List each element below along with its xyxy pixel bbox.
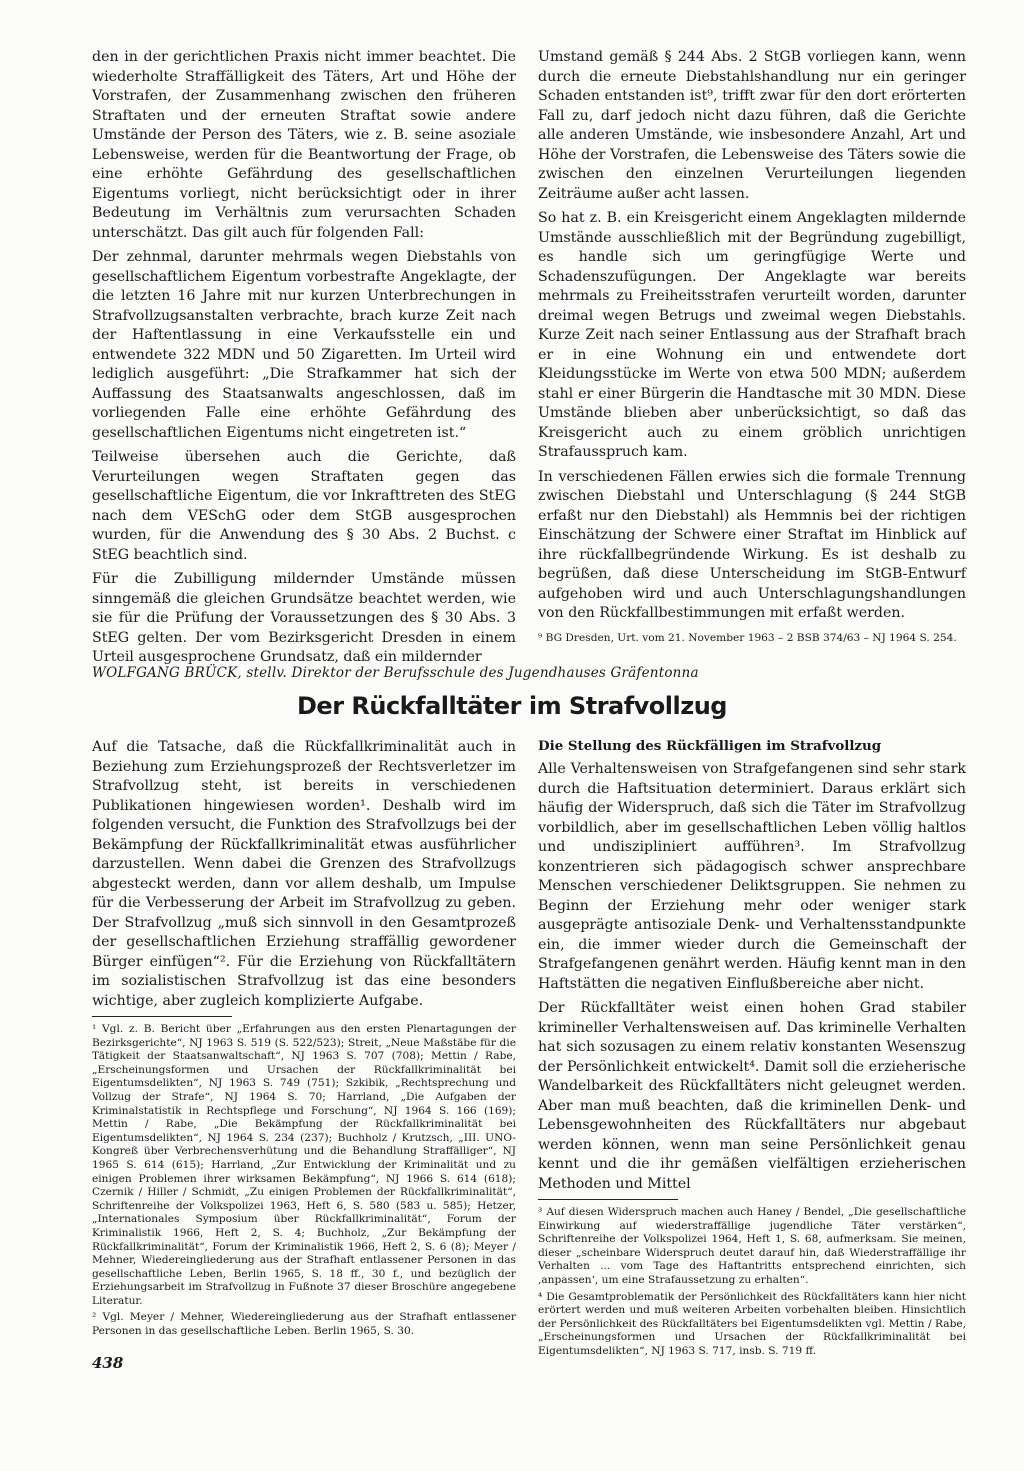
page-number: 438 (92, 1354, 124, 1372)
paragraph: In verschiedenen Fällen erwies sich die formale Trennung zwischen Diebstahl und Unterschlagung (§ 244 StGB erfaßt nur den Diebstahl) als Hemmnis bei der richtigen Einschätzung der Schwere einer Straftat im Hinblick auf ihre rückfallbegründende Wirkung. Es ist deshalb zu begrüßen, daß diese Unterscheidung im StGB-Entwurf aufgehoben wird und auch Unterschlagungshandlungen von den Rückfallbestimmungen mit erfaßt werden. (538, 468, 966, 621)
paragraph: Alle Verhaltensweisen von Strafgefangenen sind sehr stark durch die Haftsituation determiniert. Daraus erklärt sich häufig der Widerspruch, daß sich die Täter im Strafvollzug vorbildlich, aber im gesellschaftlichen Leben völlig haltlos und undiszipliniert aufführen³. Im Strafvollzug konzentrieren sich pädagogisch schwer ansprechbare Menschen verschiedener Deliktsgruppen. Sie nehmen zu Beginn der Erziehung mehr oder weniger stark ausgeprägte antisoziale Denk- und Verhaltensstandpunkte ein, die immer wieder durch die Gemeinschaft der Strafgefangenen genährt werden. Häufig kennt man in den Haftstätten die negativen Einflußbereiche aber nicht. (538, 761, 966, 992)
paragraph: Der Rückfalltäter weist einen hohen Grad stabiler krimineller Verhaltensweisen auf. Das kriminelle Verhalten hat sich sozusagen zu einem relativ konstanten Wesenszug der Persönlichkeit entwickelt⁴. Damit soll die erzieherische Wandelbarkeit des Rückfalltäters nicht geleugnet werden. Aber man muß beachten, daß die kriminellen Denk- und Lebensgewohnheiten des Rückfalltäters nur abgebaut werden können, wenn man seine Persönlichkeit genau kennt und die ihr gemäßen vielfältigen erzieherischen Methoden und Mittel (538, 1000, 966, 1192)
article-title: Der Rückfalltäter im Strafvollzug (297, 692, 727, 720)
footnote: ¹ Vgl. z. B. Bericht über „Erfahrungen aus den ersten Plenartagungen der Bezirksgerichte“, NJ 1963 S. 519 (S. 522/523); Streit, „Neue Maßstäbe für die Tätigkeit der Staatsanwaltschaft“, NJ 1963 S. 707 (708); Mettin / Rabe, „Erscheinungsformen und Ursachen der Rückfallkriminalität bei Eigentumsdelikten“, NJ 1963 S. 749 (751); Szkibik, „Rechtsprechung und Vollzug der Strafe“, NJ 1964 S. 70; Harrland, „Die Aufgaben der Kriminalstatistik in Rechtspflege und Forschung“, NJ 1964 S. 166 (169); Mettin / Rabe, „Die Bekämpfung der Rückfallkriminalität bei Eigentumsdelikten“, NJ 1964 S. 234 (237); Buchholz / Krutzsch, „III. UNO-Kongreß über Verbrechensverhütung und die Behandlung Straffälliger“, NJ 1965 S. 614 (615); Harrland, „Zur Entwicklung der Kriminalität und zu einigen Problemen ihrer wirksamen Bekämpfung“, NJ 1966 S. 614 (618); Czernik / Hiller / Schmidt, „Zu einigen Problemen der Rückfallkriminalität“, Schriftenreihe der Volkspolizei 1963, Heft 6, S. 580 (583 u. 585); Hetzer, „Internationales Symposium über Rückfallkriminalität“, Forum der Kriminalistik 1966, Heft 2, S. 4; Buchholz, „Zur Bekämpfung der Rückfallkriminalität“, Forum der Kriminalistik 1966, Heft 2, S. 6 (8); Meyer / Mehner, Wiedereingliederung aus der Strafhaft entlassener Personen in das gesellschaftliche Leben, Berlin 1965, S. 18 ff., 30 f., und bezüglich der Erziehungsarbeit im Strafvollzug in Fußnote 37 dieser Broschüre angegebene Literatur. (92, 1023, 516, 1307)
paragraph: So hat z. B. ein Kreisgericht einem Angeklagten mildernde Umstände ausschließlich mit der Begründung zugebilligt, es handle sich um geringfügige Werte und Schadenszufügungen. Der Angeklagte war bereits mehrmals zu Freiheitsstrafen verurteilt worden, darunter dreimal wegen Betrugs und zweimal wegen Diebstahls. Kurze Zeit nach seiner Entlassung aus der Strafhaft brach er in eine Wohnung ein und entwendete dort Kleidungsstücke im Werte von etwa 500 MDN; außerdem stahl er einer Bürgerin die Handtasche mit 30 MDN. Diese Umstände blieben aber unberücksichtigt, so daß das Kreisgericht auch zu einem gröblich unrichtigen Strafausspruch kam. (538, 210, 966, 460)
paragraph: den in der gerichtlichen Praxis nicht immer beachtet. Die wiederholte Straffälligkeit des Täters, Art und Höhe der Vorstrafen, der Zusammenhang zwischen den früheren Straftaten und der erneuten Straftat sowie andere Umstände der Person des Täters, wie z. B. seine asoziale Lebensweise, werden für die Beantwortung der Frage, ob eine erhöhte Gefährdung des gesellschaftlichen Eigentums vorliegt, nicht berücksichtigt oder in ihrer Bedeutung im Verhältnis zum verursachten Schaden unterschätzt. Das gilt auch für folgenden Fall: (92, 49, 516, 241)
paragraph: Umstand gemäß § 244 Abs. 2 StGB vorliegen kann, wenn durch die erneute Diebstahlshandlung nur ein geringer Schaden entstanden ist⁹, trifft zwar für den dort erörterten Fall zu, darf jedoch nicht dazu führen, daß die Gerichte alle anderen Umstände, wie insbesondere Anzahl, Art und Höhe der Vorstrafen, die Lebensweise des Täters sowie die zwischen den einzelnen Verurteilungen liegenden Zeiträume außer acht lassen. (538, 49, 966, 202)
paragraph: Auf die Tatsache, daß die Rückfallkriminalität auch in Beziehung zum Erziehungsprozeß der Rechtsverletzer im Strafvollzug steht, ist bereits in verschiedenen Publikationen hingewiesen worden¹. Deshalb wird im folgenden versucht, die Funktion des Strafvollzugs bei der Bekämpfung der Rückfallkriminalität etwas ausführlicher darzustellen. Wenn dabei die Grenzen des Strafvollzugs abgesteckt werden, dann vor allem deshalb, um Impulse für die Verbesserung der Arbeit im Strafvollzug zu geben. Der Strafvollzug „muß sich sinnvoll in den Gesamtprozeß der gesellschaftlichen Erziehung straffällig gewordener Bürger einfügen“². Für die Erziehung von Rückfalltätern im sozialistischen Strafvollzug ist das eine besonders wichtige, aber zugleich komplizierte Aufgabe. (92, 739, 516, 1009)
footnote-block (92, 1023, 516, 1339)
footnote-divider (538, 1199, 678, 1200)
bottom-right-column (538, 738, 966, 1362)
top-right-column (538, 48, 966, 648)
footnote-divider (92, 1016, 232, 1017)
footnote: ⁴ Die Gesamtproblematik der Persönlichkeit des Rückfalltäters kann hier nicht erörtert werden und muß weiteren Arbeiten vorbehalten bleiben. Hinsichtlich der Persönlichkeit des Rückfalltäters bei Eigentumsdelikten vgl. Mettin / Rabe, „Erscheinungsformen und Ursachen der Rückfallkriminalität bei Eigentumsdelikten“, NJ 1963 S. 717, insb. S. 719 ff. (538, 1290, 966, 1357)
top-left-column (92, 48, 516, 673)
footnote-block (538, 632, 966, 646)
section-subheading: Die Stellung des Rückfälligen im Strafvollzug (538, 738, 882, 754)
footnote: ⁹ BG Dresden, Urt. vom 21. November 1963 – 2 BSB 374/63 – NJ 1964 S. 254. (538, 631, 957, 644)
footnote-block (538, 1206, 966, 1359)
paragraph: Der zehnmal, darunter mehrmals wegen Diebstahls von gesellschaftlichem Eigentum vorbestrafte Angeklagte, der die letzten 16 Jahre mit nur kurzen Unterbrechungen in Strafvollzugsanstalten verbrachte, brach kurze Zeit nach der Haftentlassung in eine Verkaufsstelle ein und entwendete 322 MDN und 50 Zigaretten. Im Urteil wird lediglich ausgeführt: „Die Strafkammer hat sich der Auffassung des Staatsanwalts angeschlossen, daß im vorliegenden Falle eine erhöhte Gefährdung des gesellschaftlichen Eigentums nicht eingetreten ist.“ (92, 249, 516, 441)
footnote: ² Vgl. Meyer / Mehner, Wiedereingliederung aus der Strafhaft entlassener Personen in das gesellschaftliche Leben. Berlin 1965, S. 30. (92, 1311, 516, 1338)
paragraph: Teilweise übersehen auch die Gerichte, daß Verurteilungen wegen Straftaten gegen das gesellschaftliche Eigentum, die vor Inkrafttreten des StEG nach dem VESchG oder dem StGB ausgesprochen wurden, für die Anwendung des § 30 Abs. 2 Buchst. c StEG beachtlich sind. (92, 449, 516, 563)
footnote: ³ Auf diesen Widerspruch machen auch Haney / Bendel, „Die gesellschaftliche Einwirkung auf wiederstraffällige jugendliche Täter verstärken“, Schriftenreihe der Volkspolizei 1964, Heft 1, S. 68, aufmerksam. Sie meinen, dieser „scheinbare Widerspruch deutet darauf hin, daß Wiederstraffällige ihr Verhalten ... vom Tage des Haftantritts entsprechend einrichten, sich ‚anpassen‘, um eine Strafaussetzung zu erhalten“. (538, 1206, 966, 1286)
bottom-left-column (92, 738, 516, 1342)
author-line: WOLFGANG BRÜCK, stellv. Direktor der Berufsschule des Jugendhauses Gräfentonna (92, 665, 699, 681)
paragraph: Für die Zubilligung mildernder Umstände müssen sinngemäß die gleichen Grundsätze beachtet werden, wie sie für die Prüfung der Voraussetzungen des § 30 Abs. 3 StEG gelten. Der vom Bezirksgericht Dresden in einem Urteil ausgesprochene Grundsatz, daß ein mildernder (92, 571, 516, 665)
